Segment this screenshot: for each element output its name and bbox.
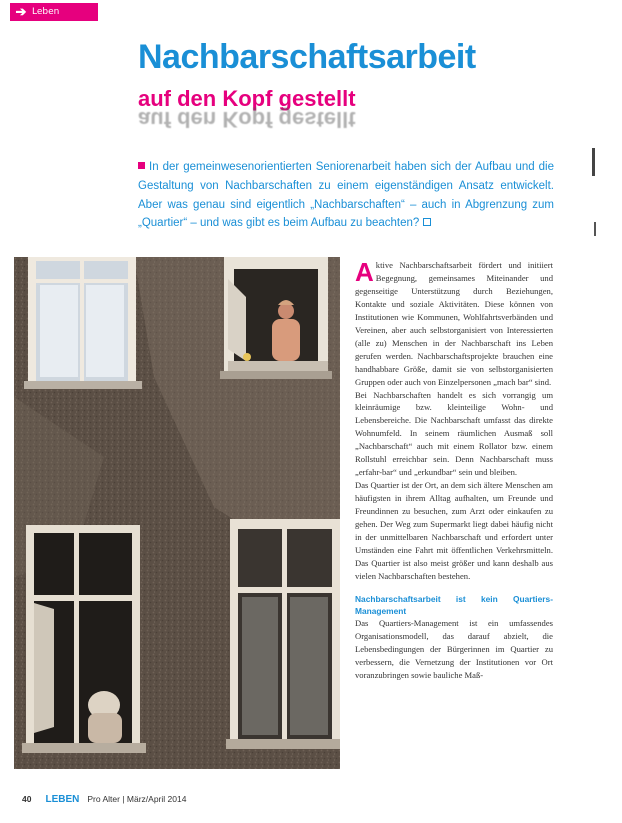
footer-section: LEBEN [45,794,80,805]
end-square-icon [423,218,431,226]
intro-paragraph [138,158,554,233]
body-text-1: ktive Nachbarschaftsarbeit fördert und initiiert Begegnung, gemeinsames Miteinander und gegenseitige Unterstützung durch Beziehungen, Kontakte und soziale Aktivitäten. Diese können von Institutionen wie Kommunen, Wohlfahrtsverbänden und Vereinen, aber auch selbstorganisiert von Interessierten (alle zu) Menschen in der Nachbarschaft ins Leben gerufen werden. Nachbarschaftsprojekte brauchen eine handhabbare Größe, damit sie von selbstorganisierten Gruppen oder auch von Einzelpersonen „mach bar“ sind. [355,260,553,387]
body-paragraph-3: Das Quartier ist der Ort, an dem sich ältere Menschen am häufigsten in ihrem Alltag aufhalten, um Freunde und Freundinnen zu besuchen, zum Arzt oder einkaufen zu gehen. Der Weg zum Supermarkt liegt dabei häufig nicht in der unmittelbaren Nachbarschaft und erfordert unter Umständen eine Fahrt mit öffentlichen Verkehrsmitteln. Das Quartier ist also meist größer und kann deshalb aus vielen Nachbarschaften bestehen. [355,480,553,581]
body-paragraph-2: Bei Nachbarschaften handelt es sich vorrangig um kleinräumige bzw. kleinteilige Wohn- und Lebensbereiche. Die Nachbarschaft umfasst das direkte Wohnumfeld. In seinem räumlichen Ausmaß soll „Nachbarschaft“ auch mit einem Rollator bzw. einem Rollstuhl erreichbar sein. Denn Nachbarschaft muss „erfahr-bar“ und „erkundbar“ sein und bleiben. [355,389,553,478]
body-subheading: Nachbarschaftsarbeit ist kein Quartiers-Management [355,593,553,616]
arrow-right-icon: ➔ [15,4,27,19]
section-tag [10,3,98,21]
body-paragraph-4: Das Quartiers-Management ist ein umfassendes Organisationsmodell, das darauf abzielt, die Lebensbedingungen der Bürgerinnen im Quartier zu verbessern, die Vernetzung der Institutionen vor Ort voranzubringen sowie bauliche Maß- [355,617,553,680]
intro-text: In der gemeinwesenorientierten Seniorenarbeit haben sich der Aufbau und die Gestaltung von Nachbarschaften zu einem eigenständigen Ansatz entwickelt. Aber was genau sind eigentlich „Nachbarschaften“ – auch in Abgrenzung zum „Quartier“ – und was gibt es beim Aufbau zu beachten? [138,161,554,230]
bullet-square-icon [138,162,145,169]
subtitle-reflection: auf den Kopf gestellt [138,107,356,132]
page-edge-mark [592,148,595,176]
page-number: 40 [22,794,32,804]
article-body [355,259,553,682]
article-title: Nachbarschaftsarbeit [138,38,476,76]
page-edge-mark-2 [594,222,596,236]
article-subtitle: auf den Kopf gestellt [138,86,356,111]
drop-cap: A [355,257,374,287]
page-footer [22,794,186,805]
body-paragraph-1 [355,259,553,389]
section-tag-label: Leben [32,7,60,17]
house-facade-photo [14,257,340,769]
footer-issue: Pro Alter | März/April 2014 [87,794,187,804]
